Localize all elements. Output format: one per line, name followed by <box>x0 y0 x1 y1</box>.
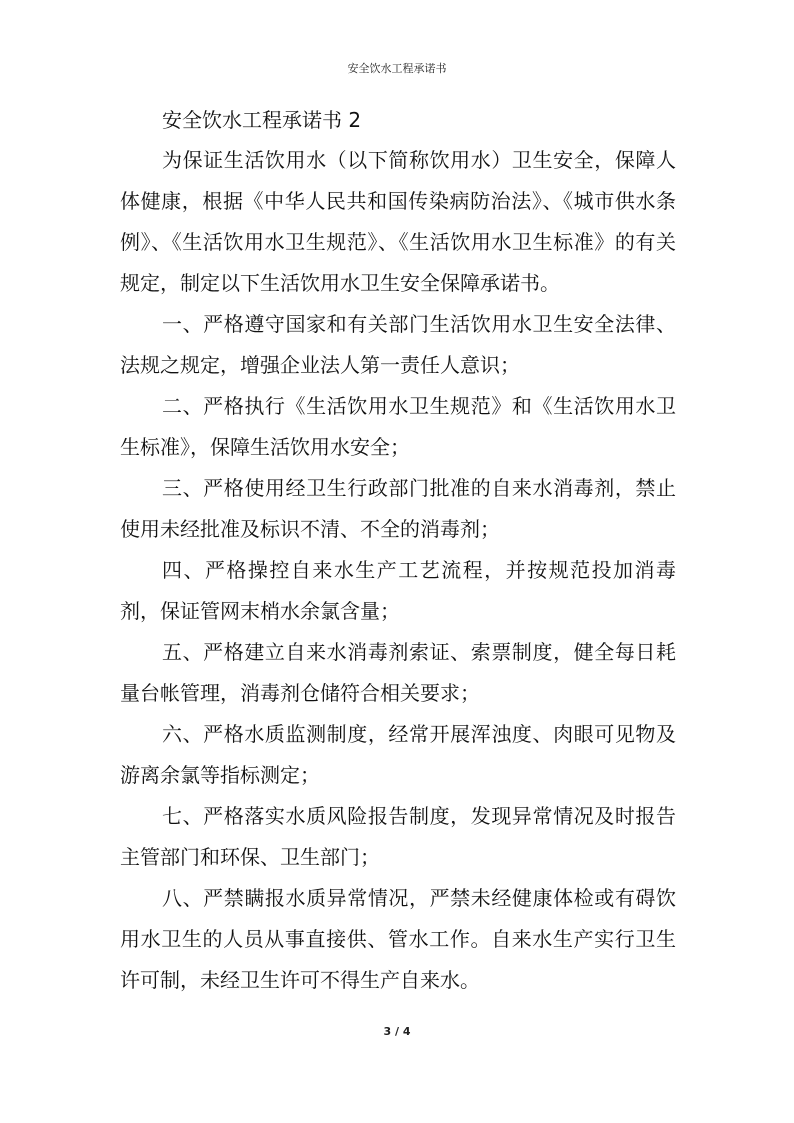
paragraph-item-2: 二、严格执行《生活饮用水卫生规范》和《生活饮用水卫生标准》，保障生活饮用水安全； <box>120 394 676 459</box>
paragraph-item-4: 四、严格操控自来水生产工艺流程，并按规范投加消毒剂，保证管网末梢水余氯含量； <box>120 558 676 623</box>
document-body <box>120 100 676 1001</box>
paragraph-item-8: 八、严禁瞒报水质异常情况，严禁未经健康体检或有碍饮用水卫生的人员从事直接供、管水工作。自来水生产实行卫生许可制，未经卫生许可不得生产自来水。 <box>120 886 676 992</box>
paragraph-item-5: 五、严格建立自来水消毒剂索证、索票制度，健全每日耗量台帐管理，消毒剂仓储符合相关要求； <box>120 640 676 705</box>
running-header: 安全饮水工程承诺书 <box>347 62 447 75</box>
paragraph-item-6: 六、严格水质监测制度，经常开展浑浊度、肉眼可见物及游离余氯等指标测定； <box>120 722 676 787</box>
document-title: 安全饮水工程承诺书 2 <box>162 108 362 132</box>
paragraph-item-3: 三、严格使用经卫生行政部门批准的自来水消毒剂，禁止使用未经批准及标识不清、不全的消毒剂； <box>120 476 676 541</box>
paragraph-item-1: 一、严格遵守国家和有关部门生活饮用水卫生安全法律、法规之规定，增强企业法人第一责任人意识； <box>120 312 676 377</box>
paragraph-item-7: 七、严格落实水质风险报告制度，发现异常情况及时报告主管部门和环保、卫生部门； <box>120 804 676 869</box>
paragraph-intro: 为保证生活饮用水（以下简称饮用水）卫生安全，保障人体健康，根据《中华人民共和国传染病防治法》、《城市供水条例》、《生活饮用水卫生规范》、《生活饮用水卫生标准》的有关规定，制定以下生活饮用水卫生安全保障承诺书。 <box>120 148 676 295</box>
page-number: 3 / 4 <box>383 1025 411 1038</box>
